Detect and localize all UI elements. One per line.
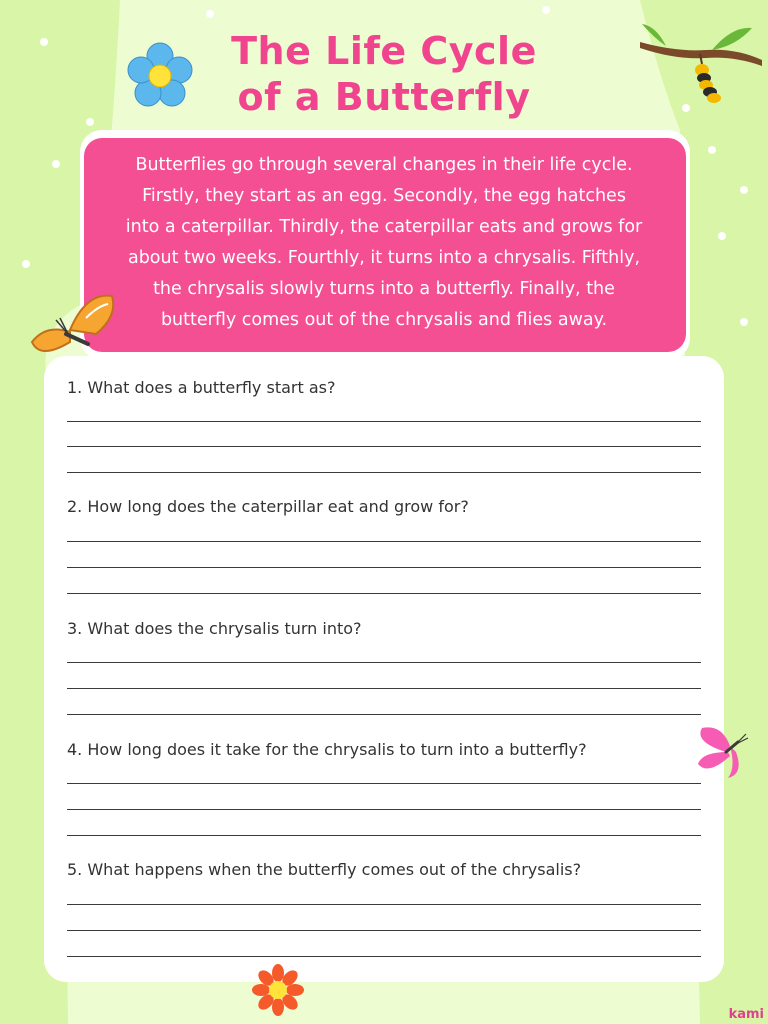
- intro-paragraph: [96, 150, 672, 336]
- branch-caterpillar-icon: [636, 16, 764, 106]
- decor-dot: [740, 318, 748, 326]
- orange-flower-icon: [252, 964, 304, 1016]
- question-2: 2. How long does the caterpillar eat and grow for?: [67, 497, 469, 516]
- decor-dot: [718, 232, 726, 240]
- answer-line[interactable]: [67, 809, 701, 810]
- intro-line: into a caterpillar. Thirdly, the caterpillar eats and grows for: [125, 217, 643, 237]
- question-5: 5. What happens when the butterfly comes out of the chrysalis?: [67, 860, 582, 879]
- decor-dot: [542, 6, 550, 14]
- title-line-2: of a Butterfly: [237, 75, 531, 119]
- answer-line[interactable]: [67, 541, 701, 542]
- answer-line[interactable]: [67, 662, 701, 663]
- decor-dot: [52, 160, 60, 168]
- brand-logo: kami: [728, 1007, 764, 1022]
- decor-dot: [206, 10, 214, 18]
- question-4: 4. How long does it take for the chrysalis to turn into a butterfly?: [67, 740, 587, 759]
- blue-flower-icon: [126, 42, 194, 110]
- answer-line[interactable]: [67, 783, 701, 784]
- answer-line[interactable]: [67, 956, 701, 957]
- question-3: 3. What does the chrysalis turn into?: [67, 619, 362, 638]
- question-1: 1. What does a butterfly start as?: [67, 378, 336, 397]
- intro-line: butterfly comes out of the chrysalis and flies away.: [160, 310, 608, 330]
- title-line-1: The Life Cycle: [231, 29, 537, 73]
- intro-line: Butterflies go through several changes in their life cycle.: [135, 155, 633, 175]
- intro-line: Firstly, they start as an egg. Secondly, the egg hatches: [142, 186, 626, 206]
- pink-butterfly-icon: [692, 724, 762, 780]
- answer-line[interactable]: [67, 472, 701, 473]
- intro-line: about two weeks. Fourthly, it turns into a chrysalis. Fifthly,: [127, 248, 641, 268]
- answer-line[interactable]: [67, 421, 701, 422]
- answer-line[interactable]: [67, 930, 701, 931]
- answer-line[interactable]: [67, 688, 701, 689]
- decor-dot: [740, 186, 748, 194]
- answer-line[interactable]: [67, 835, 701, 836]
- answer-line[interactable]: [67, 593, 701, 594]
- answer-line[interactable]: [67, 446, 701, 447]
- answer-line[interactable]: [67, 904, 701, 905]
- answer-line[interactable]: [67, 567, 701, 568]
- questions-card: [44, 356, 724, 982]
- decor-dot: [708, 146, 716, 154]
- answer-line[interactable]: [67, 714, 701, 715]
- decor-dot: [22, 260, 30, 268]
- intro-line: the chrysalis slowly turns into a butterfly. Finally, the: [153, 279, 615, 299]
